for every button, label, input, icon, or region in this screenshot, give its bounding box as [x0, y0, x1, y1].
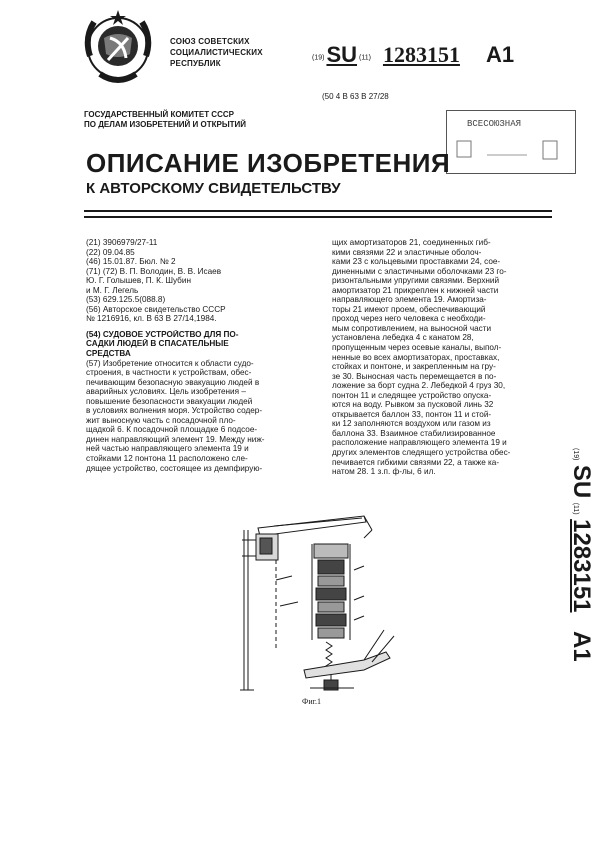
invention-title-line: САДКИ ЛЮДЕЙ В СПАСАТЕЛЬНЫЕ	[86, 339, 229, 349]
side-number: 1283151	[568, 519, 595, 613]
abstract-line: проход через него человека с необходи-	[332, 314, 486, 324]
ipc-classification: (50 4 B 63 B 27/28	[322, 92, 389, 101]
stamp-marks	[447, 111, 575, 173]
technical-drawing	[214, 510, 404, 710]
abstract-line: баллона 33. Взаимное стабилизированное	[332, 428, 496, 438]
biblio-line: (21) 3906979/27-11	[86, 238, 158, 247]
country-line: СОЮЗ СОВЕТСКИХ	[170, 37, 250, 46]
abstract-line: строения, в частности к устройствам, обес-	[86, 368, 252, 378]
abstract-line: ризонтальными упругими связями. Верхний	[332, 276, 500, 286]
abstract-line: других элементов следящего устройства обес-	[332, 448, 511, 458]
committee-block	[84, 110, 246, 130]
committee-line: ПО ДЕЛАМ ИЗОБРЕТЕНИЙ И ОТКРЫТИЙ	[84, 120, 247, 129]
abstract-line: ки 12 заполняются воздухом или газом из	[332, 419, 491, 429]
patent-number: 1283151	[382, 42, 460, 67]
divider	[84, 210, 552, 212]
country-code: SU	[326, 42, 358, 67]
biblio-line: (56) Авторское свидетельство СССР	[86, 304, 226, 314]
invention-title-line: (54) СУДОВОЕ УСТРОЙСТВО ДЛЯ ПО-	[86, 329, 239, 339]
abstract-line: жит выносную часть с посадочной пло-	[86, 415, 236, 425]
abstract-line: торы 21 имеют проем, обеспечивающий	[332, 304, 486, 314]
left-column	[86, 238, 321, 473]
abstract-line: печивающим безопасную эвакуацию людей в	[86, 377, 260, 387]
side-country: SU	[568, 464, 595, 499]
biblio-line: (53) 629.125.5(088.8)	[86, 295, 166, 305]
abstract-line: печивается гибкими связями 22, а также ка-	[332, 457, 500, 467]
abstract-line: диненными с эластичными оболочками 23 го-	[332, 266, 507, 276]
side-patent-mark	[560, 448, 600, 698]
abstract-line: ками 23 с кольцевыми проставками 24, сое-	[332, 257, 501, 267]
biblio-line: (22) 09.04.85	[86, 247, 135, 257]
abstract-line: мым сопротивлением, на выносной части	[332, 323, 492, 333]
side-number-prefix: (11)	[572, 502, 579, 515]
abstract-line: ней частью направляющего элемента 19 и	[86, 444, 249, 454]
biblio-line: Ю. Г. Голышев, П. К. Шубин	[86, 276, 191, 286]
abstract-line: щих амортизаторов 21, соединенных гиб-	[332, 238, 491, 247]
abstract-line: ются на воду. Рывком за пусковой линь 32	[332, 400, 494, 410]
invention-title-line: СРЕДСТВА	[86, 349, 131, 359]
country-line: СОЦИАЛИСТИЧЕСКИХ	[170, 48, 263, 57]
stamp-text: ВСЕСОЮЗНАЯ	[467, 119, 522, 129]
abstract-line: открывается баллон 33, понтон 11 и стой-	[332, 409, 492, 419]
abstract-line: расположение направляющего элемента 19 и	[332, 438, 507, 448]
number-prefix: (11)	[359, 54, 371, 62]
abstract-line: дящее устройство, состоящее из демпфирую-	[86, 463, 263, 473]
country-code-prefix: (19)	[312, 54, 325, 62]
abstract-line: динен направляющий элемент 19. Между ниж-	[86, 434, 265, 444]
biblio-line: (71) (72) В. П. Володин, В. В. Исаев	[86, 266, 222, 276]
document-subtitle: К АВТОРСКОМУ СВИДЕТЕЛЬСТВУ	[86, 180, 341, 197]
abstract-line: стойках и понтоне, и закрепленным на гру-	[332, 362, 496, 372]
document-title: ОПИСАНИЕ ИЗОБРЕТЕНИЯ	[86, 148, 451, 178]
abstract-line: стойками 12 понтона 11 расположено сле-	[86, 454, 248, 464]
abstract-line: направляющего элемента 19. Амортиза-	[332, 295, 487, 305]
country-name-block	[170, 36, 263, 69]
abstract-line: амортизатор 21 прикреплен к нижней части	[332, 285, 499, 295]
abstract-line: повышение безопасности эвакуации людей	[86, 396, 253, 406]
abstract-line: понтон 11 и следящее устройство опуска-	[332, 390, 492, 400]
figure-caption: Фиг.1	[302, 697, 321, 706]
abstract-line: ненные во всех амортизаторах, проставках,	[332, 352, 500, 362]
side-country-code-prefix: (19)	[572, 448, 579, 461]
country-line: РЕСПУБЛИК	[170, 59, 221, 68]
patent-number-header	[312, 42, 514, 68]
abstract-line: ложение за борт судна 2. Лебедкой 4 груз 30,	[332, 381, 506, 391]
ussr-emblem-icon	[80, 8, 156, 88]
side-kind: A1	[568, 630, 595, 662]
biblio-line: (46) 15.01.87. Бюл. № 2	[86, 257, 176, 267]
biblio-line: и М. Г. Легель	[86, 285, 139, 295]
right-column	[332, 238, 554, 477]
abstract-line: в условиях волнения моря. Устройство содер-	[86, 406, 263, 416]
abstract-line: кими связями 22 и эластичные оболоч-	[332, 247, 482, 257]
divider	[84, 216, 552, 218]
abstract-line: пропущенным через осевые каналы, выпол-	[332, 343, 502, 353]
abstract-line: щадкой 6. К посадочной площадке 6 подсое-	[86, 425, 258, 435]
abstract-line: зе 30. Выносная часть перемещается в по-	[332, 371, 497, 381]
biblio-line: № 1216916, кл. В 63 В 27/14,1984.	[86, 314, 217, 324]
abstract-line: (57) Изобретение относится к области судо-	[86, 358, 254, 368]
committee-line: ГОСУДАРСТВЕННЫЙ КОМИТЕТ СССР	[84, 110, 234, 119]
abstract-line: аварийных условиях. Цель изобретения –	[86, 387, 246, 397]
abstract-line: натом 28. 1 з.п. ф-лы, 6 ил.	[332, 467, 436, 477]
abstract-line: установлена лебедка 4 с канатом 28,	[332, 333, 474, 343]
kind-code: A1	[485, 42, 515, 67]
library-stamp	[446, 110, 576, 174]
